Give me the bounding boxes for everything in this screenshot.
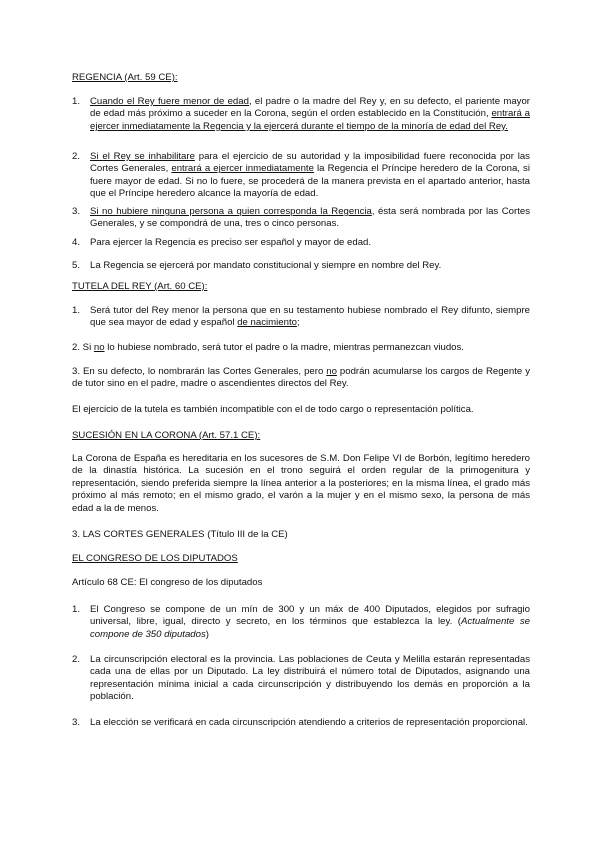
article-68-title: Artículo 68 CE: El congreso de los diputados xyxy=(72,577,263,588)
sucesion-paragraph: La Corona de España es hereditaria en los sucesores de S.M. Don Felipe VI de Borbón, legítimo heredero de la dinastía histórica. La sucesión en el trono seguirá el orden regular de la primogenitura y representación, siendo preferida siempre la línea anterior a la posteriores; en la misma línea, el grado más próximo al más remoto; en el mismo grado, el varón a la mujer y en el mismo sexo, la persona de más edad a la de menos. xyxy=(72,453,530,514)
congreso-heading: EL CONGRESO DE LOS DIPUTADOS xyxy=(72,553,238,564)
tutela-heading: TUTELA DEL REY (Art. 60 CE): xyxy=(72,281,208,292)
regencia-item-4: 4. Para ejercer la Regencia es preciso ser español y mayor de edad. xyxy=(72,237,372,248)
tutela-paragraph-4: El ejercicio de la tutela es también incompatible con el de todo cargo o representación política. xyxy=(72,404,474,415)
regencia-item-5: 5. La Regencia se ejercerá por mandato constitucional y siempre en nombre del Rey. xyxy=(72,260,442,271)
tutela-paragraph-2: 2. Si no lo hubiese nombrado, será tutor el padre o la madre, mientras permanezcan viudos. xyxy=(72,342,464,353)
regencia-heading: REGENCIA (Art. 59 CE): xyxy=(72,72,178,83)
cortes-title: 3. LAS CORTES GENERALES (Título III de la CE) xyxy=(72,529,288,540)
congreso-item-2: 2. La circunscripción electoral es la provincia. Las poblaciones de Ceuta y Melilla estarán representadas cada una de ellas por un Diputado. La ley distribuirá el número total de Diputados, asignando una representación mínima inicial a cada circunscripción y distribuyendo los demás en proporción a la población. xyxy=(72,654,530,703)
congreso-item-3: 3. La elección se verificará en cada circunscripción atendiendo a criterios de representación proporcional. xyxy=(72,717,528,728)
tutela-paragraph-3: 3. En su defecto, lo nombrarán las Cortes Generales, pero no podrán acumularse los cargos de Regente y de tutor sino en el padre, madre o ascendientes directos del Rey. xyxy=(72,366,530,390)
regencia-item-1: 1. Cuando el Rey fuere menor de edad, el padre o la madre del Rey y, en su defecto, el pariente mayor de edad más próximo a suceder en la Corona, según el orden establecido en la Constitución, entrará a ejercer inmediatamente la Regencia y la ejercerá durante el tiempo de la minoría de edad del Rey. xyxy=(72,96,531,132)
regencia-item-2: 2. Si el Rey se inhabilitare para el ejercicio de su autoridad y la imposibilidad fuere reconocida por las Cortes Generales, entrará a ejercer inmediatamente la Regencia el Príncipe heredero de la Corona, si fuere mayor de edad. Si no lo fuere, se procederá de la manera prevista en el apartado anterior, hasta que el Príncipe heredero alcance la mayoría de edad. xyxy=(72,151,530,200)
congreso-item-1: 1. El Congreso se compone de un mín de 300 y un máx de 400 Diputados, elegidos por sufragio universal, libre, igual, directo y secreto, en los términos que establezca la ley. (Actualmente se compone de 350 diputados) xyxy=(72,604,530,640)
regencia-item-3: 3. Si no hubiere ninguna persona a quien corresponda la Regencia, ésta será nombrada por las Cortes Generales, y se compondrá de una, tres o cinco personas. xyxy=(72,206,531,230)
sucesion-heading: SUCESIÓN EN LA CORONA (Art. 57.1 CE): xyxy=(72,430,261,441)
tutela-item-1: 1. Será tutor del Rey menor la persona que en su testamento hubiese nombrado el Rey difunto, siempre que sea mayor de edad y español de nacimiento; xyxy=(72,305,530,329)
